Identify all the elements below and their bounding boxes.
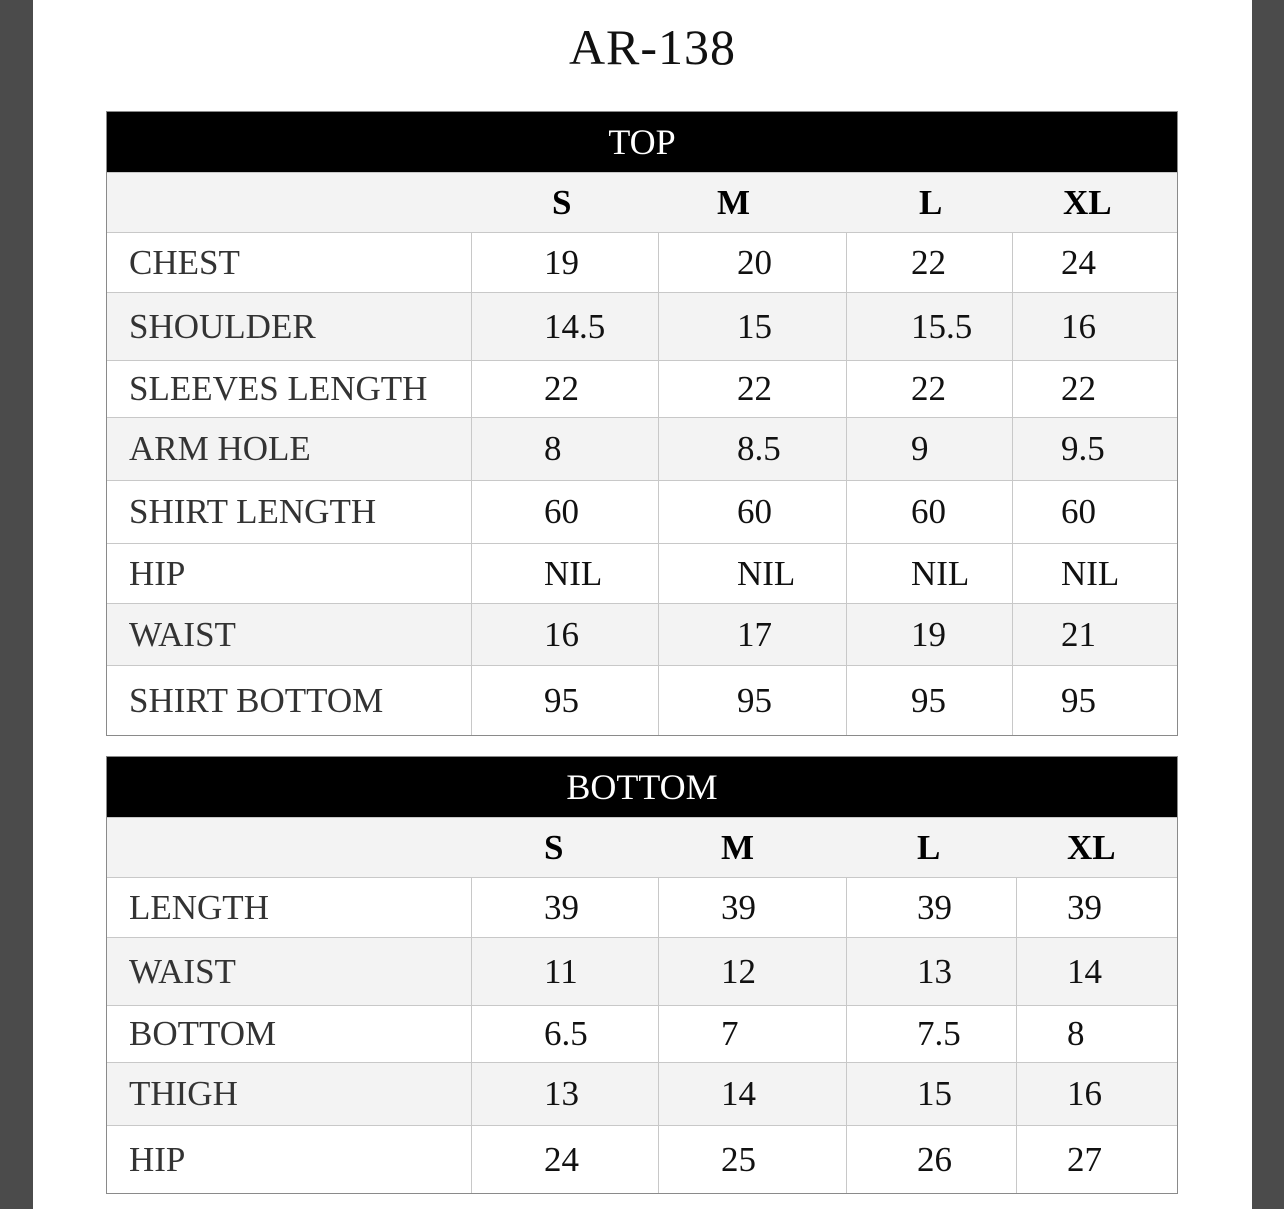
- size-header-xl: XL: [1067, 827, 1116, 867]
- table-row-waist: [107, 603, 1177, 665]
- row-label: SHOULDER: [107, 293, 472, 360]
- row-label: SHIRT LENGTH: [107, 481, 472, 543]
- value-xl: 16: [1067, 1074, 1102, 1113]
- size-header-s: S: [552, 182, 572, 222]
- table-row-waist: [107, 937, 1177, 1005]
- value-m: 15: [659, 293, 847, 360]
- value-xl: 14: [1067, 951, 1102, 991]
- value-xl: NIL: [1061, 553, 1120, 593]
- value-s: 8: [472, 418, 659, 480]
- size-header-l: L: [919, 182, 943, 222]
- value-s: 13: [472, 1063, 659, 1125]
- value-m: 22: [659, 361, 847, 417]
- size-header-s: S: [544, 827, 564, 867]
- value-m: 12: [659, 938, 847, 1005]
- row-label: WAIST: [107, 938, 472, 1005]
- bottom-size-table: [106, 756, 1178, 1194]
- value-l: 22: [847, 233, 1013, 292]
- size-header-l: L: [917, 827, 941, 867]
- row-label: ARM HOLE: [107, 418, 472, 480]
- value-s: 22: [472, 361, 659, 417]
- row-label: SLEEVES LENGTH: [107, 361, 472, 417]
- value-xl: 21: [1061, 614, 1096, 654]
- value-m: 14: [659, 1063, 847, 1125]
- value-l: 15.5: [847, 293, 1013, 360]
- table-row-length: [107, 877, 1177, 937]
- value-l: 60: [847, 481, 1013, 543]
- value-l: 22: [847, 361, 1013, 417]
- table-row-shirt-bottom: [107, 665, 1177, 735]
- value-l: NIL: [847, 544, 1013, 603]
- value-xl: 60: [1061, 492, 1096, 531]
- value-m: 8.5: [659, 418, 847, 480]
- row-label: WAIST: [107, 604, 472, 665]
- value-l: 19: [847, 604, 1013, 665]
- value-xl: 22: [1061, 369, 1096, 408]
- size-header-m: M: [717, 182, 751, 222]
- size-header-m: M: [721, 827, 755, 867]
- value-xl: 8: [1067, 1014, 1085, 1053]
- value-l: 13: [847, 938, 1017, 1005]
- value-s: 16: [472, 604, 659, 665]
- value-m: 95: [659, 666, 847, 735]
- row-label: CHEST: [107, 233, 472, 292]
- value-l: 26: [847, 1126, 1017, 1193]
- value-s: 95: [472, 666, 659, 735]
- row-label: HIP: [107, 544, 472, 603]
- table-row-sleeves-length: [107, 360, 1177, 417]
- value-xl: 95: [1061, 680, 1096, 720]
- value-l: 95: [847, 666, 1013, 735]
- value-s: 11: [472, 938, 659, 1005]
- table-row-bottom: [107, 1005, 1177, 1062]
- row-label: HIP: [107, 1126, 472, 1193]
- table-row-hip: [107, 543, 1177, 603]
- top-size-table: [106, 111, 1178, 736]
- value-xl: 27: [1067, 1139, 1102, 1179]
- value-m: NIL: [659, 544, 847, 603]
- table-row-shoulder: [107, 292, 1177, 360]
- value-m: 39: [659, 878, 847, 937]
- section-header-top: TOP: [107, 112, 1177, 172]
- table-row-shirt-length: [107, 480, 1177, 543]
- page-title: AR-138: [568, 19, 737, 75]
- row-label: LENGTH: [107, 878, 472, 937]
- value-m: 20: [659, 233, 847, 292]
- table-row-hip: [107, 1125, 1177, 1193]
- row-label: SHIRT BOTTOM: [107, 666, 472, 735]
- value-l: 7.5: [847, 1006, 1017, 1062]
- size-header-xl: XL: [1063, 182, 1112, 222]
- value-s: 24: [472, 1126, 659, 1193]
- size-header-row: [107, 817, 1177, 877]
- table-row-chest: [107, 232, 1177, 292]
- size-header-row: [107, 172, 1177, 232]
- value-s: 6.5: [472, 1006, 659, 1062]
- value-s: 19: [472, 233, 659, 292]
- table-row-arm-hole: [107, 417, 1177, 480]
- value-xl: 24: [1061, 242, 1096, 282]
- value-m: 25: [659, 1126, 847, 1193]
- value-m: 7: [659, 1006, 847, 1062]
- value-xl: 39: [1067, 887, 1102, 927]
- value-l: 39: [847, 878, 1017, 937]
- value-s: 14.5: [472, 293, 659, 360]
- table-row-thigh: [107, 1062, 1177, 1125]
- value-s: 39: [472, 878, 659, 937]
- row-label: BOTTOM: [107, 1006, 472, 1062]
- section-header-bottom: BOTTOM: [107, 757, 1177, 817]
- value-s: 60: [472, 481, 659, 543]
- header-blank: [107, 173, 472, 232]
- value-m: 17: [659, 604, 847, 665]
- value-l: 9: [847, 418, 1013, 480]
- value-m: 60: [659, 481, 847, 543]
- value-xl: 9.5: [1061, 429, 1105, 468]
- value-s: NIL: [472, 544, 659, 603]
- row-label: THIGH: [107, 1063, 472, 1125]
- header-blank: [107, 818, 472, 877]
- size-chart-page: [33, 0, 1252, 1209]
- value-xl: 16: [1061, 306, 1096, 346]
- value-l: 15: [847, 1063, 1017, 1125]
